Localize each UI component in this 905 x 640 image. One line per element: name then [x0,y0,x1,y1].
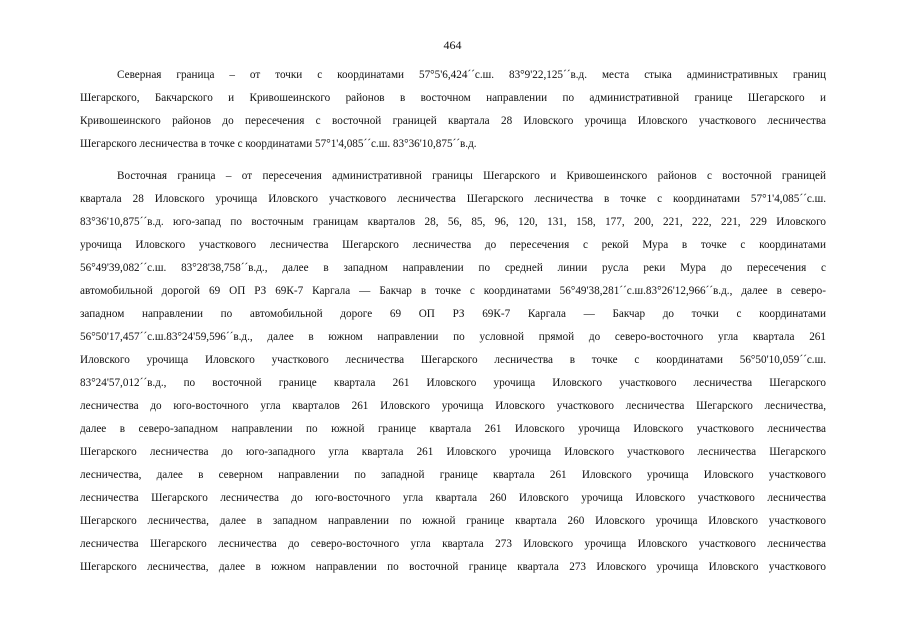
text-line: урочища Иловского участкового лесничества Шегарского лесничества до пересечения с рекой Мура в точке с координатами [80,239,826,251]
text-line: лесничества Шегарского лесничества до северо-восточного угла квартала 273 Иловского урочища Иловского участкового лесничества [80,538,826,550]
text-line: 83°36'10,875´´в.д. юго-запад по восточным границам кварталов 28, 56, 85, 96, 120, 131, 158, 177, 200, 221, 222, 221, 229 Иловского [80,216,826,228]
text-line: автомобильной дорогой 69 ОП РЗ 69К-7 Каргала — Бакчар в точке с координатами 56°49'38,281´´с.ш.83°26'12,966´´в.д., далее в северо- [80,285,826,297]
text-line: Шегарского лесничества, далее в западном направлении по южной границе квартала 260 Иловского урочища Иловского участкового [80,515,826,527]
text-line: Северная граница – от точки с координатами 57°5'6,424´´с.ш. 83°9'22,125´´в.д. места стыка административных границ [117,69,826,81]
text-line: лесничества, далее в северном направлении по западной границе квартала 261 Иловского урочища Иловского участкового [80,469,826,481]
page-number: 464 [443,38,462,52]
text-line: 56°50'17,457´´с.ш.83°24'59,596´´в.д., далее в южном направлении по условной прямой до северо-восточного угла квартала 261 [80,331,826,343]
text-line: лесничества Шегарского лесничества до юго-восточного угла квартала 260 Иловского урочища Иловского участкового лесничества [80,492,826,504]
text-line: Иловского урочища Иловского участкового лесничества Шегарского лесничества в точке с координатами 56°50'10,059´´с.ш. [80,354,826,366]
text-line: далее в северо-западном направлении по южной границе квартала 261 Иловского урочища Иловского участкового лесничества [80,423,826,435]
text-line: Шегарского лесничества, далее в южном направлении по восточной границе квартала 273 Иловского урочища Иловского участкового [80,561,826,573]
text-line: западном направлении по автомобильной дороге 69 ОП РЗ 69К-7 Каргала — Бакчар до точки с координатами [80,308,826,320]
text-line: Шегарского лесничества до юго-западного угла квартала 261 Иловского урочища Иловского участкового лесничества Шегарского [80,446,826,458]
text-line: Восточная граница – от пересечения административной границы Шегарского и Кривошеинского районов с восточной границей [117,170,826,182]
text-line: Кривошеинского районов до пересечения с восточной границей квартала 28 Иловского урочища Иловского участкового лесничества [80,115,826,127]
text-line: лесничества до юго-восточного угла кварталов 261 Иловского урочища Иловского участкового лесничества Шегарского лесничества, [80,400,826,412]
text-line: Шегарского, Бакчарского и Кривошеинского районов в восточном направлении по административной границе Шегарского и [80,92,826,104]
text-line: Шегарского лесничества в точке с координатами 57°1'4,085´´с.ш. 83°36'10,875´´в.д. [80,138,477,150]
text-line: 56°49'39,082´´с.ш. 83°28'38,758´´в.д., далее в западном направлении по средней линии русла реки Мура до пересечения с [80,262,826,274]
text-line: квартала 28 Иловского урочища Иловского участкового лесничества Шегарского лесничества в точке с координатами 57°1'4,085´´с.ш. [80,193,826,205]
text-line: 83°24'57,012´´в.д., по восточной границе квартала 261 Иловского урочища Иловского участкового лесничества Шегарского [80,377,826,389]
